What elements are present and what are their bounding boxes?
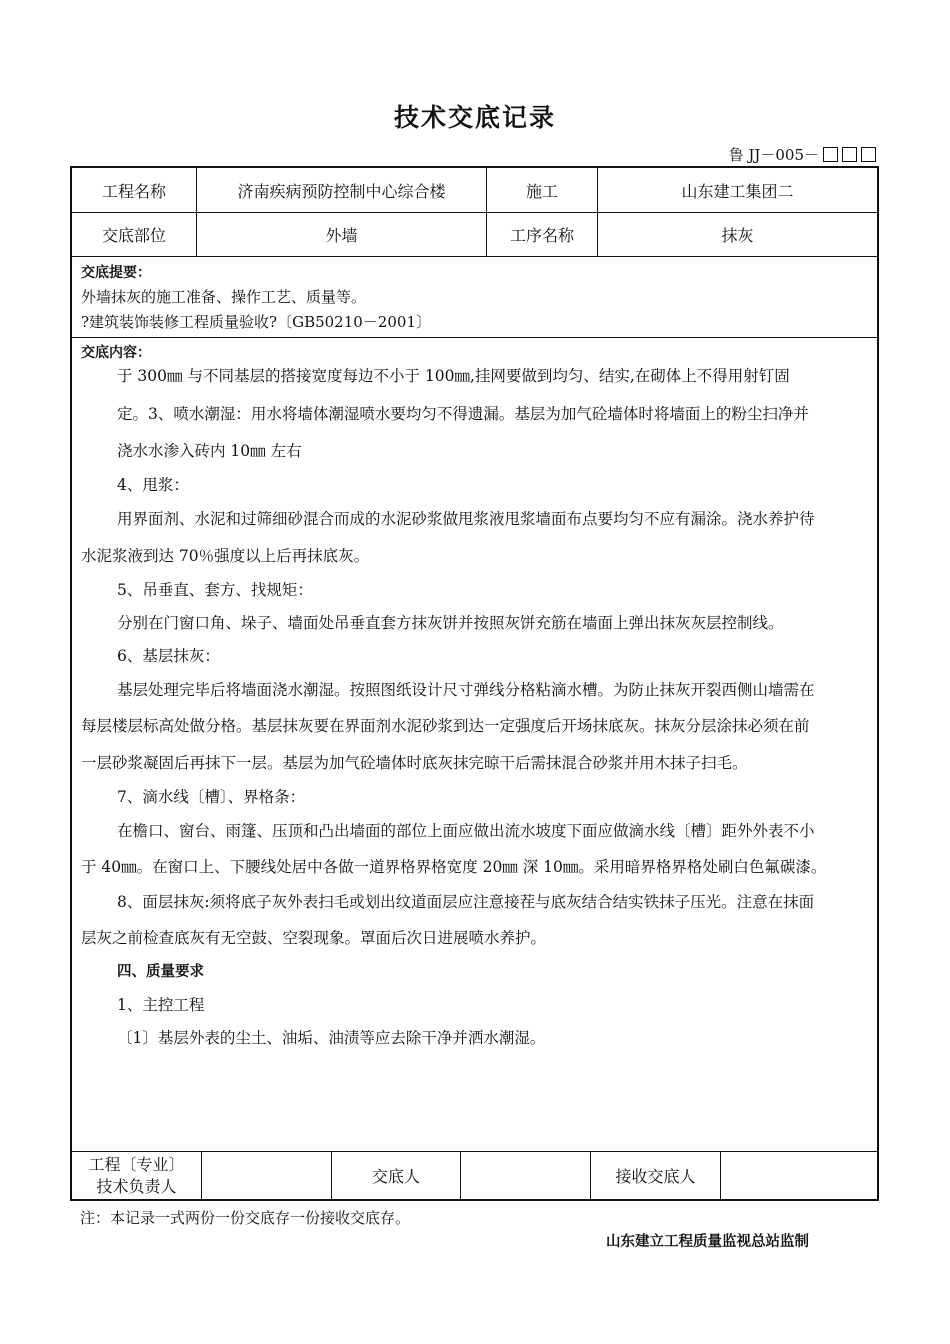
divider bbox=[72, 256, 877, 257]
content-line: 层灰之前检查底灰有无空鼓、空裂现象。罩面后次日进展喷水养护。 bbox=[81, 929, 547, 947]
content-line: 于 40㎜。在窗口上、下腰线处居中各做一道界格界格宽度 20㎜ 深 10㎜。采用暗界格界格处刷白色氟碳漆。 bbox=[81, 858, 827, 876]
content-line: 用界面剂、水泥和过筛细砂混合而成的水泥砂浆做甩浆液甩浆墙面布点要均匀不应有漏涂。浇水养护待 bbox=[117, 510, 815, 528]
part-label: 交底部位 bbox=[101, 226, 166, 245]
discloser-label: 交底人 bbox=[371, 1167, 420, 1186]
content-line: 定。3、喷水潮湿：用水将墙体潮湿喷水要均匀不得遗漏。基层为加气砼墙体时将墙面上的粉尘扫净并 bbox=[117, 405, 809, 423]
discloser-signature-field[interactable] bbox=[461, 1152, 590, 1199]
content-line: 1、主控工程 bbox=[117, 996, 205, 1014]
content-line: 一层砂浆凝固后再抹下一层。基层为加气砼墙体时底灰抹完晾干后需抹混合砂浆并用木抹子扫毛。 bbox=[81, 754, 748, 772]
content-line: 浇水水渗入砖内 10㎜ 左右 bbox=[117, 442, 302, 460]
construction-value: 山东建工集团二 bbox=[681, 181, 794, 201]
construction-label: 施工 bbox=[525, 181, 558, 201]
doc-number-box bbox=[861, 147, 876, 162]
section-heading: 四、质量要求 bbox=[117, 964, 204, 980]
summary-line: 外墙抹灰的施工准备、操作工艺、质量等。 bbox=[81, 288, 367, 306]
footer-note: 注：本记录一式两份一份交底存一份接收交底存。 bbox=[80, 1209, 411, 1227]
footer-org: 山东建立工程质量监视总站监制 bbox=[606, 1234, 809, 1250]
part-value: 外墙 bbox=[325, 226, 358, 245]
tech-lead-label-line: 工程〔专业〕 bbox=[88, 1154, 185, 1174]
content-line: 每层楼层标高处做分格。基层抹灰要在界面剂水泥砂浆到达一定强度后开场抹底灰。抹灰分层涂抹必须在前 bbox=[81, 717, 810, 735]
doc-number-text: 鲁 JJ－005－ bbox=[728, 146, 819, 164]
content-line: 8、面层抹灰:须将底子灰外表扫毛或划出纹道面层应注意接茬与底灰结合结实铁抹子压光。注意在抹面 bbox=[117, 893, 815, 911]
doc-number-box bbox=[823, 147, 838, 162]
content-line: 在檐口、窗台、雨篷、压顶和凸出墙面的部位上面应做出流水坡度下面应做滴水线〔槽〕距外外表不小 bbox=[117, 822, 815, 840]
divider bbox=[72, 337, 877, 338]
content-line: 7、滴水线〔槽〕、界格条： bbox=[117, 788, 306, 806]
content-line: 水泥浆液到达 70％强度以上后再抹底灰。 bbox=[81, 547, 370, 565]
page-title: 技术交底记录 bbox=[393, 103, 556, 132]
content-title: 交底内容： bbox=[81, 345, 151, 361]
receiver-label: 接收交底人 bbox=[615, 1167, 696, 1186]
doc-number-box bbox=[842, 147, 857, 162]
doc-number bbox=[729, 144, 876, 165]
content-line: 〔1〕基层外表的尘土、油垢、油渍等应去除干净并洒水潮湿。 bbox=[117, 1029, 546, 1047]
summary-line: ?建筑装饰装修工程质量验收?〔GB50210－2001〕 bbox=[81, 313, 431, 331]
content-line: 于 300㎜ 与不同基层的搭接宽度每边不小于 100㎜,挂网要做到均匀、结实,在砌体上不得用射钉固 bbox=[117, 367, 790, 385]
content-line: 基层处理完毕后将墙面浇水潮湿。按照图纸设计尺寸弹线分格粘滴水槽。为防止抹灰开裂西侧山墙需在 bbox=[117, 681, 815, 699]
content-line: 6、基层抹灰： bbox=[117, 647, 220, 665]
process-value: 抹灰 bbox=[721, 226, 754, 245]
tech-lead-signature-field[interactable] bbox=[202, 1152, 331, 1199]
tech-lead-label-line: 技术负责人 bbox=[96, 1176, 177, 1196]
summary-title: 交底提要： bbox=[81, 265, 151, 281]
receiver-signature-field[interactable] bbox=[721, 1152, 877, 1199]
content-line: 5、吊垂直、套方、找规矩： bbox=[117, 581, 313, 599]
project-name-value: 济南疾病预防控制中心综合楼 bbox=[237, 181, 446, 201]
content-line: 4、甩浆： bbox=[117, 476, 189, 494]
record-table bbox=[70, 166, 879, 1201]
project-name-label: 工程名称 bbox=[101, 181, 166, 201]
tech-lead-label bbox=[72, 1152, 201, 1199]
process-label: 工序名称 bbox=[509, 226, 574, 245]
content-line: 分别在门窗口角、垛子、墙面处吊垂直套方抹灰饼并按照灰饼充筋在墙面上弹出抹灰灰层控制线。 bbox=[117, 614, 784, 632]
